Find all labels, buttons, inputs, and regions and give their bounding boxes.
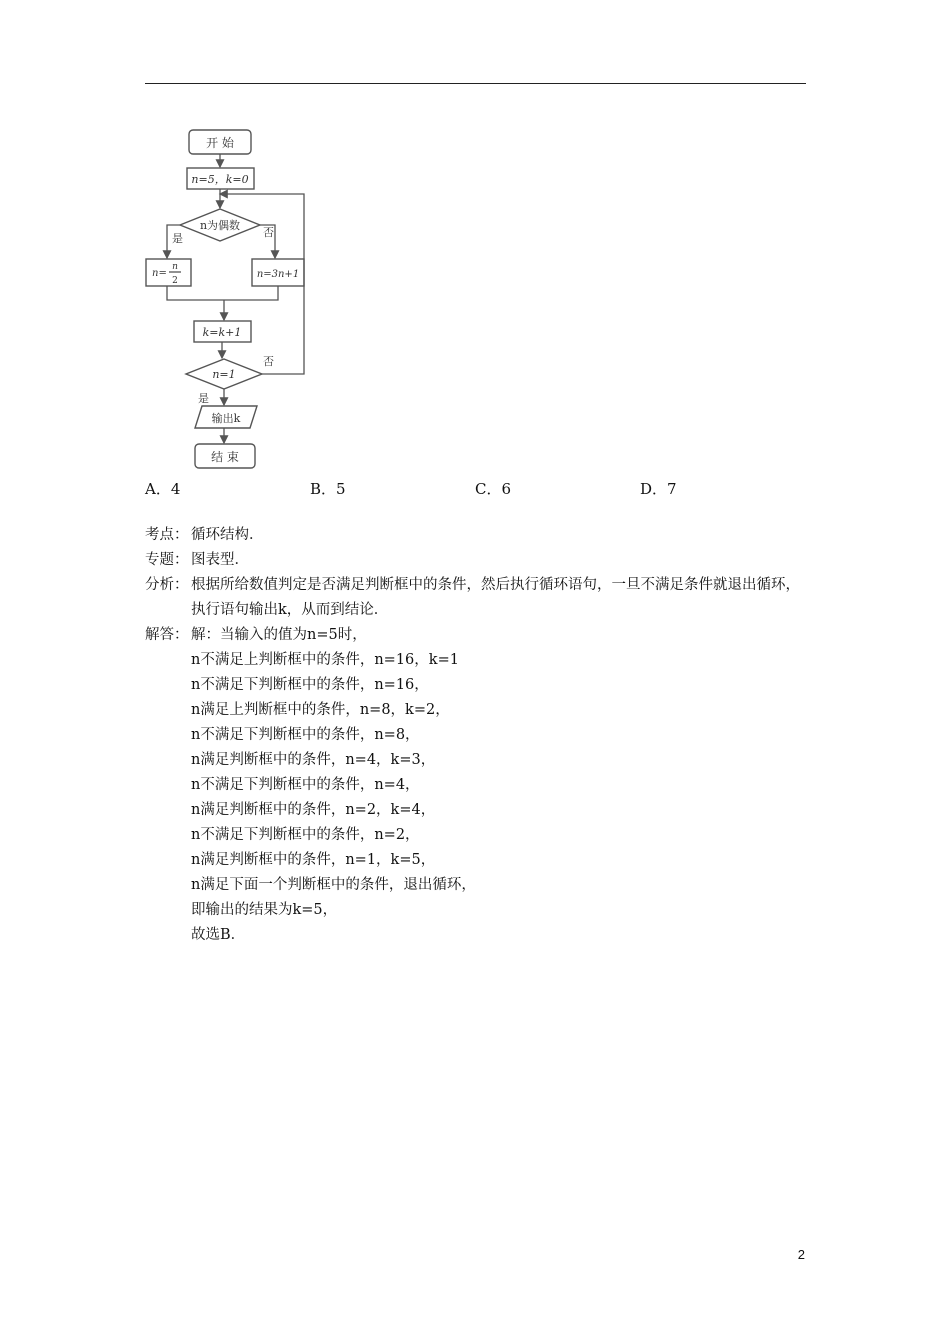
halve-numerator: n [172, 262, 178, 272]
halve-denominator: 2 [172, 276, 178, 286]
one-decision-text: n=1 [212, 368, 236, 381]
even-decision-text: n为偶数 [199, 219, 241, 232]
flowchart [142, 122, 312, 472]
fenxi-text: 根据所给数值判定是否满足判断框中的条件，然后执行循环语句，一旦不满足条件就退出循环，执行语句输出k，从而到结论． [191, 577, 800, 618]
no-label-1: 否 [263, 226, 274, 239]
kaodian-text: 循环结构． [191, 527, 264, 543]
start-text: 开 始 [206, 136, 234, 150]
yes-label-2: 是 [198, 392, 209, 405]
end-text: 结 束 [211, 450, 239, 464]
option-b: B．5 [310, 480, 346, 498]
triple-text: n=3n+1 [256, 269, 300, 280]
solution-step: n满足判断框中的条件，n=2，k=4， [191, 802, 436, 818]
solution-step: n满足上判断框中的条件，n=8，k=2， [191, 702, 450, 718]
solution-step: n不满足下判断框中的条件，n=4， [191, 777, 420, 793]
increment-text: k=k+1 [202, 326, 242, 339]
fenxi-row [145, 573, 810, 623]
solution-step: n不满足上判断框中的条件，n=16，k=1 [191, 652, 459, 668]
fenxi-label: 分析： [145, 577, 189, 593]
yes-label-1: 是 [172, 232, 183, 245]
init-text: n=5，k=0 [191, 173, 249, 186]
solution-step: 即输出的结果为k=5， [191, 902, 338, 918]
jieda-label: 解答： [145, 627, 189, 643]
solution-section [145, 523, 810, 948]
solution-step: n满足下面一个判断框中的条件，退出循环， [191, 877, 476, 893]
zhuanti-text: 图表型． [191, 552, 249, 568]
no-label-2: 否 [263, 355, 274, 368]
answer-options [145, 478, 806, 498]
solution-step: n不满足下判断框中的条件，n=8， [191, 727, 420, 743]
solution-step: 故选B． [191, 927, 246, 943]
zhuanti-label: 专题： [145, 552, 189, 568]
solution-step: n不满足下判断框中的条件，n=2， [191, 827, 420, 843]
solution-step: n满足判断框中的条件，n=1，k=5， [191, 852, 436, 868]
jieda-row [145, 623, 810, 648]
halve-lhs: n= [152, 268, 167, 279]
solution-step: n满足判断框中的条件，n=4，k=3， [191, 752, 436, 768]
option-d: D．7 [640, 480, 677, 498]
page-number: 2 [797, 1247, 805, 1262]
kaodian-row [145, 523, 810, 548]
header-rule [145, 83, 806, 84]
kaodian-label: 考点： [145, 527, 189, 543]
zhuanti-row [145, 548, 810, 573]
solution-step: n不满足下判断框中的条件，n=16， [191, 677, 429, 693]
flowchart-svg [142, 122, 312, 472]
jieda-intro: 解：当输入的值为n=5时， [191, 627, 367, 643]
option-c: C．6 [475, 480, 512, 498]
option-a: A．4 [145, 480, 181, 498]
output-text: 输出k [211, 412, 241, 425]
